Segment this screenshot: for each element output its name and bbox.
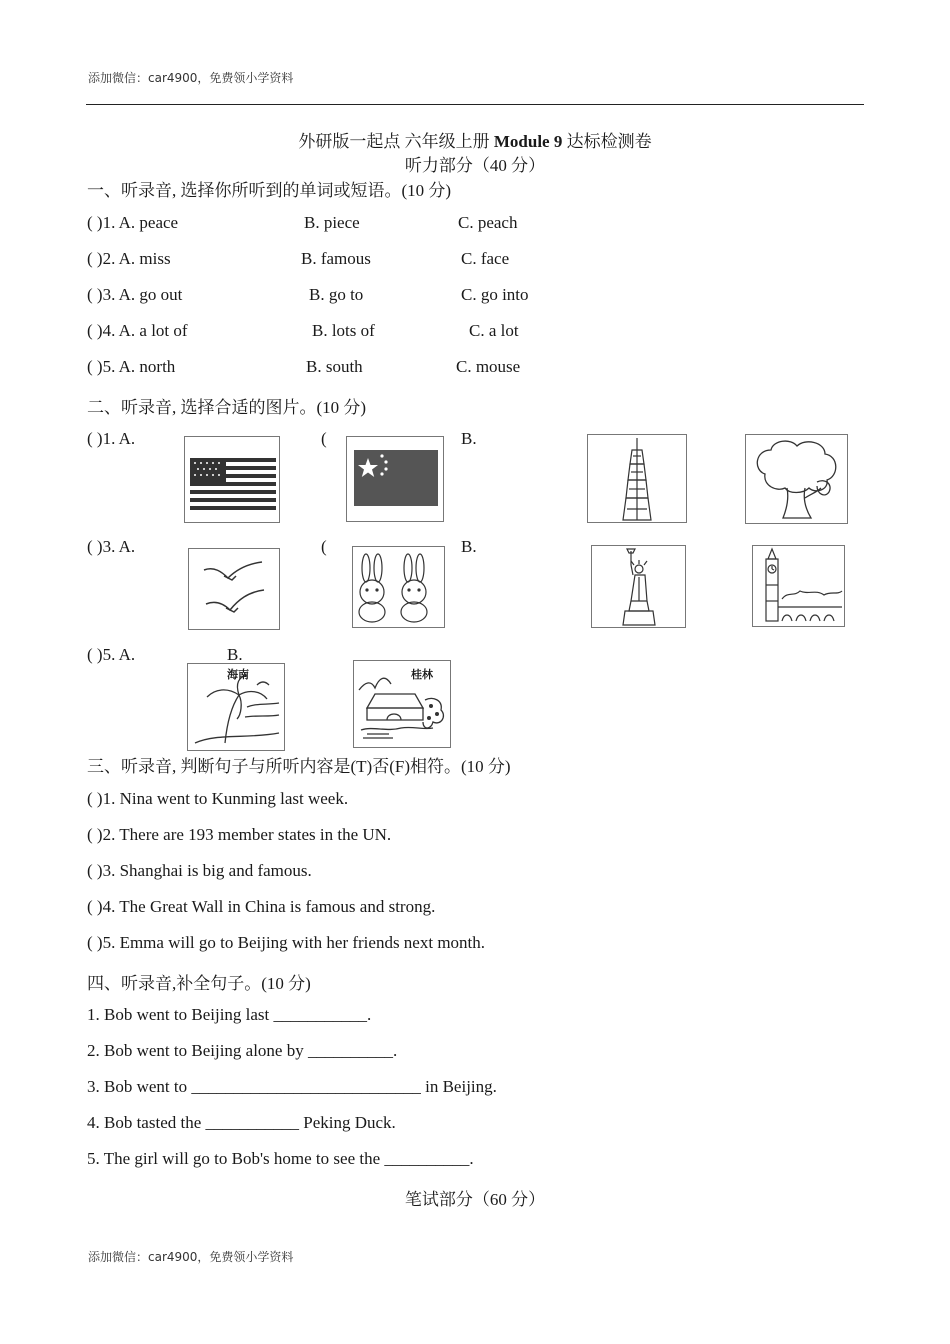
p4-q4: 4. Bob tasted the ___________ Peking Duck.: [87, 1113, 396, 1132]
p2-q2-b-label: B.: [461, 429, 477, 448]
p1-q1-b: B. piece: [304, 213, 360, 232]
tree-picture: [745, 434, 848, 524]
p1-q5-b: B. south: [306, 357, 363, 376]
page-footer: 添加微信：car4900，免费领小学资料: [88, 1250, 294, 1264]
p3-q4: ( )4. The Great Wall in China is famous and strong.: [87, 897, 436, 916]
p1-q4-a: ( )4. A. a lot of: [87, 321, 188, 340]
p4-q1: 1. Bob went to Beijing last ___________.: [87, 1005, 372, 1024]
p1-q3-c: C. go into: [461, 285, 529, 304]
title-module: Module 9: [493, 132, 563, 151]
p4-q3: 3. Bob went to ___________________________ in Beijing.: [87, 1077, 497, 1096]
guilin-label: 桂林: [411, 668, 433, 681]
title-suffix: 达标检测卷: [562, 132, 652, 151]
part4-heading: 四、听录音,补全句子。(10 分): [87, 974, 311, 993]
p3-q3: ( )3. Shanghai is big and famous.: [87, 861, 312, 880]
p1-q3-a: ( )3. A. go out: [87, 285, 183, 304]
p1-q3-b: B. go to: [309, 285, 364, 304]
us-flag-picture: [184, 436, 280, 523]
p3-q1: ( )1. Nina went to Kunming last week.: [87, 789, 349, 808]
header-rule: [86, 104, 864, 105]
p2-q5-b-label: B.: [227, 645, 243, 664]
title-prefix: 外研版一起点 六年级上册: [298, 132, 494, 151]
statue-of-liberty-picture: [591, 545, 686, 628]
listening-section-title: 听力部分（40 分）: [404, 156, 546, 175]
p3-q2: ( )2. There are 193 member states in the UN.: [87, 825, 392, 844]
page-header: 添加微信：car4900，免费领小学资料: [88, 71, 294, 85]
p1-q4-b: B. lots of: [312, 321, 375, 340]
paper-title: [0, 127, 950, 152]
part2-heading: 二、听录音, 选择合适的图片。(10 分): [87, 398, 367, 417]
p1-q1-c: C. peach: [458, 213, 518, 232]
p2-q2-paren: (: [321, 429, 327, 448]
p1-q5-c: C. mouse: [456, 357, 521, 376]
hainan-picture: [187, 663, 285, 751]
p1-q2-c: C. face: [461, 249, 510, 268]
p4-q5: 5. The girl will go to Bob's home to see the __________.: [87, 1149, 474, 1168]
birds-picture: [188, 548, 280, 630]
written-section-title: 笔试部分（60 分）: [404, 1190, 546, 1209]
p1-q2-a: ( )2. A. miss: [87, 249, 171, 268]
p4-q2: 2. Bob went to Beijing alone by __________.: [87, 1041, 398, 1060]
big-ben-picture: [752, 545, 845, 627]
p2-q4-b-label: B.: [461, 537, 477, 556]
p3-q5: ( )5. Emma will go to Beijing with her friends next month.: [87, 933, 486, 952]
p1-q2-b: B. famous: [301, 249, 371, 268]
p1-q5-a: ( )5. A. north: [87, 357, 176, 376]
hainan-label: 海南: [227, 668, 249, 681]
tower-picture: [587, 434, 687, 523]
rabbits-picture: [352, 546, 445, 628]
p2-q5-label: ( )5. A.: [87, 645, 136, 664]
part1-heading: 一、听录音, 选择你所听到的单词或短语。(10 分): [87, 181, 452, 200]
p1-q1-a: ( )1. A. peace: [87, 213, 179, 232]
p2-q3-label: ( )3. A.: [87, 537, 136, 556]
p1-q4-c: C. a lot: [469, 321, 519, 340]
part3-heading: 三、听录音, 判断句子与所听内容是(T)否(F)相符。(10 分): [87, 757, 511, 776]
guilin-picture: [353, 660, 451, 748]
p2-q4-paren: (: [321, 537, 327, 556]
p2-q1-label: ( )1. A.: [87, 429, 136, 448]
china-flag-picture: [346, 436, 444, 522]
